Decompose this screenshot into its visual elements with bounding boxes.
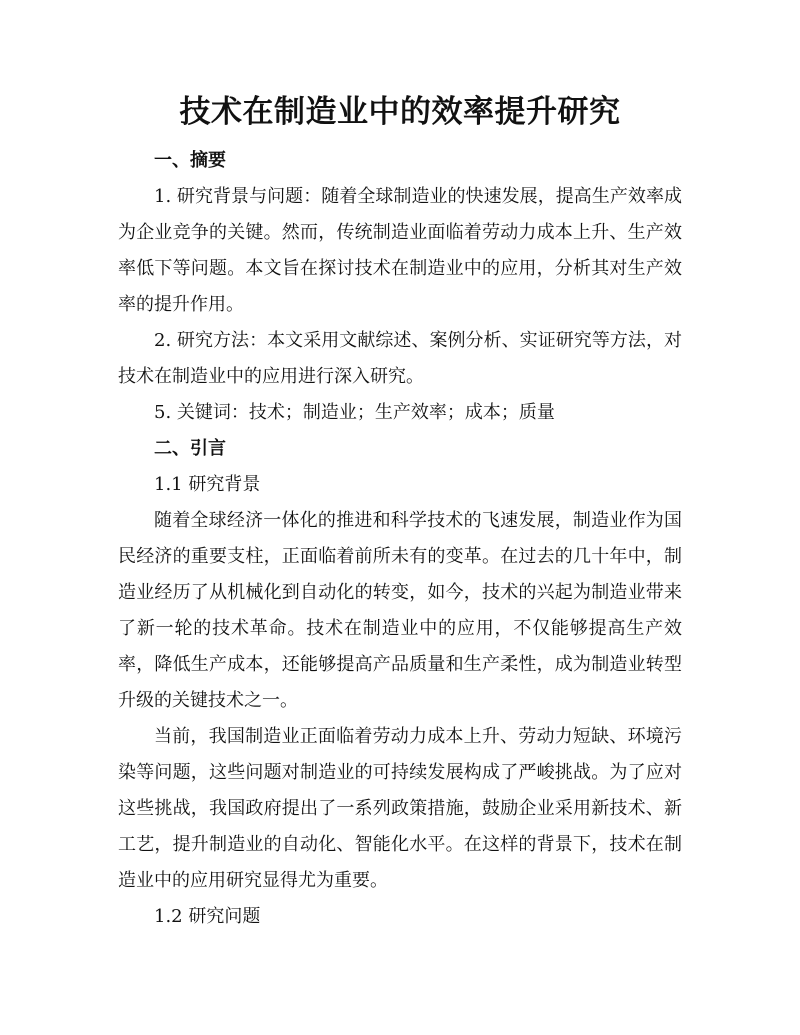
abstract-paragraph-methods: 2. 研究方法：本文采用文献综述、案例分析、实证研究等方法，对技术在制造业中的应用进行深入研究。 <box>118 330 682 387</box>
document-title: 技术在制造业中的效率提升研究 <box>179 94 621 130</box>
section-heading-abstract: 一、摘要 <box>154 150 226 171</box>
intro-paragraph-1: 随着全球经济一体化的推进和科学技术的飞速发展，制造业作为国民经济的重要支柱，正面临着前所未有的变革。在过去的几十年中，制造业经历了从机械化到自动化的转变，如今，技术的兴起为制造业带来了新一轮的技术革命。技术在制造业中的应用，不仅能够提高生产效率，降低生产成本，还能够提高产品质量和生产柔性，成为制造业转型升级的关键技术之一。 <box>118 510 682 711</box>
subsection-heading-research-question: 1.2 研究问题 <box>154 906 261 927</box>
section-heading-introduction: 二、引言 <box>154 438 226 459</box>
document-body <box>118 143 682 935</box>
abstract-paragraph-background: 1. 研究背景与问题：随着全球制造业的快速发展，提高生产效率成为企业竞争的关键。然而，传统制造业面临着劳动力成本上升、生产效率低下等问题。本文旨在探讨技术在制造业中的应用，分析其对生产效率的提升作用。 <box>118 186 682 315</box>
abstract-paragraph-keywords: 5. 关键词：技术；制造业；生产效率；成本；质量 <box>154 402 555 423</box>
intro-paragraph-2: 当前，我国制造业正面临着劳动力成本上升、劳动力短缺、环境污染等问题，这些问题对制造业的可持续发展构成了严峻挑战。为了应对这些挑战，我国政府提出了一系列政策措施，鼓励企业采用新技术、新工艺，提升制造业的自动化、智能化水平。在这样的背景下，技术在制造业中的应用研究显得尤为重要。 <box>118 726 682 891</box>
subsection-heading-background: 1.1 研究背景 <box>154 474 261 495</box>
